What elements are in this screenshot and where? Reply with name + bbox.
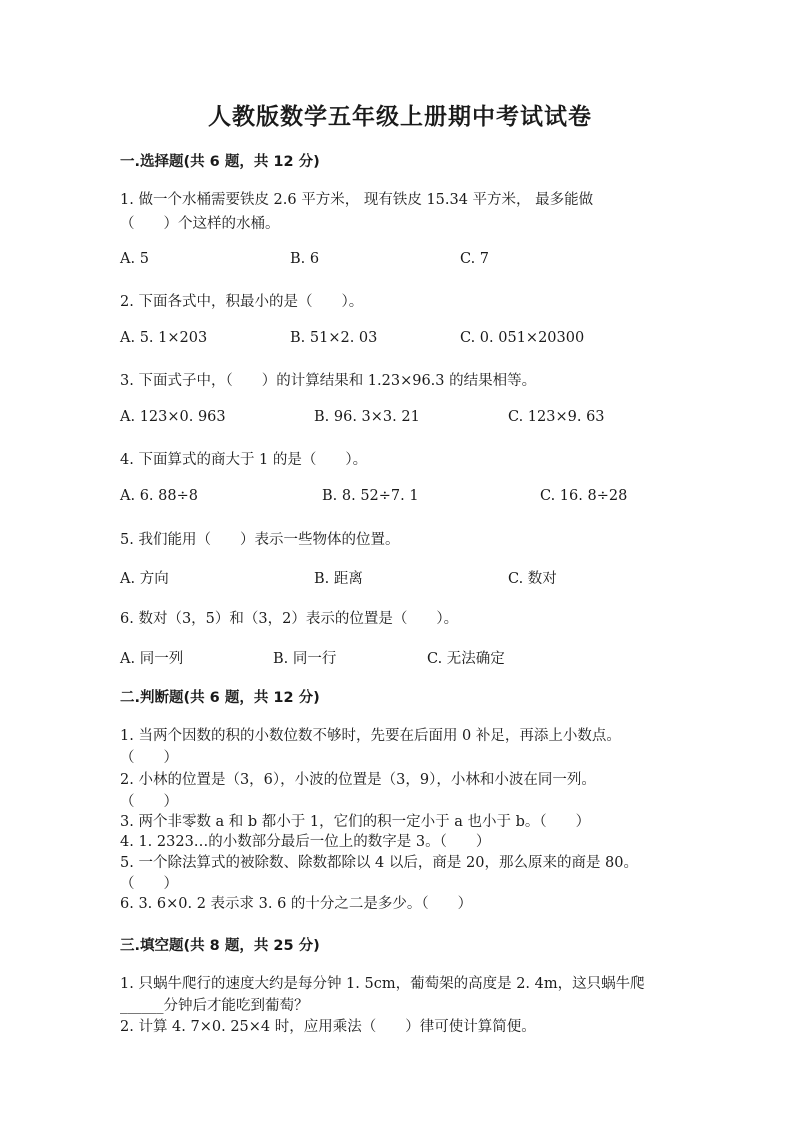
question-6-text: 6. 数对（3，5）和（3，2）表示的位置是（ ）。 [120, 611, 459, 627]
question-3-text: 3. 下面式子中，（ ）的计算结果和 1.23×96.3 的结果相等。 [120, 373, 537, 389]
question-3-option-b: B. 96. 3×3. 21 [314, 409, 420, 425]
fill-blank-1-line-1: 1. 只蜗牛爬行的速度大约是每分钟 1. 5cm，葡萄架的高度是 2. 4m，这只蜗牛爬 [120, 976, 645, 992]
question-6-option-c: C. 无法确定 [427, 651, 505, 667]
section-heading-choice: 一.选择题(共 6 题，共 12 分) [120, 154, 320, 170]
question-4-option-a: A. 6. 88÷8 [120, 488, 198, 504]
question-5-option-c: C. 数对 [508, 571, 557, 587]
judgement-5-line-2: （ ） [120, 876, 178, 892]
judgement-1-line-1: 1. 当两个因数的积的小数位数不够时，先要在后面用 0 补足，再添上小数点。 [120, 728, 621, 744]
judgement-6: 6. 3. 6×0. 2 表示求 3. 6 的十分之二是多少。（ ） [120, 896, 473, 912]
question-4-text: 4. 下面算式的商大于 1 的是（ ）。 [120, 452, 368, 468]
judgement-2-line-1: 2. 小林的位置是（3，6），小波的位置是（3，9），小林和小波在同一列。 [120, 772, 596, 788]
question-3-option-c: C. 123×9. 63 [508, 409, 605, 425]
question-3-option-a: A. 123×0. 963 [120, 409, 226, 425]
question-2-option-a: A. 5. 1×203 [120, 330, 208, 346]
question-5-option-b: B. 距离 [314, 571, 363, 587]
judgement-2-line-2: （ ） [120, 794, 178, 810]
judgement-1-line-2: （ ） [120, 750, 178, 766]
question-2-text: 2. 下面各式中，积最小的是（ ）。 [120, 294, 364, 310]
fill-blank-2: 2. 计算 4. 7×0. 25×4 时，应用乘法（ ）律可使计算简便。 [120, 1019, 536, 1035]
question-1-line-1: 1. 做一个水桶需要铁皮 2.6 平方米， 现有铁皮 15.34 平方米， 最多能做 [120, 192, 594, 208]
question-5-text: 5. 我们能用（ ）表示一些物体的位置。 [120, 532, 400, 548]
judgement-3: 3. 两个非零数 a 和 b 都小于 1，它们的积一定小于 a 也小于 b。（ ） [120, 814, 591, 830]
question-2-option-b: B. 51×2. 03 [290, 330, 378, 346]
question-1-option-b: B. 6 [290, 251, 320, 267]
judgement-5-line-1: 5. 一个除法算式的被除数、除数都除以 4 以后，商是 20，那么原来的商是 80。 [120, 855, 639, 871]
question-6-option-a: A. 同一列 [120, 651, 184, 667]
question-4-option-c: C. 16. 8÷28 [540, 488, 628, 504]
section-heading-judgement: 二.判断题(共 6 题，共 12 分) [120, 690, 320, 706]
question-1-option-a: A. 5 [120, 251, 149, 267]
question-2-option-c: C. 0. 051×20300 [460, 330, 585, 346]
question-4-option-b: B. 8. 52÷7. 1 [322, 488, 419, 504]
question-5-option-a: A. 方向 [120, 571, 169, 587]
question-1-line-2: （ ）个这样的水桶。 [120, 216, 280, 232]
question-6-option-b: B. 同一行 [273, 651, 337, 667]
question-1-option-c: C. 7 [460, 251, 490, 267]
judgement-4: 4. 1. 2323…的小数部分最后一位上的数字是 3。（ ） [120, 834, 491, 850]
section-heading-fill-blank: 三.填空题(共 8 题，共 25 分) [120, 938, 320, 954]
fill-blank-1-line-2: ______分钟后才能吃到葡萄？ [120, 998, 309, 1014]
exam-title: 人教版数学五年级上册期中考试试卷 [208, 104, 592, 130]
